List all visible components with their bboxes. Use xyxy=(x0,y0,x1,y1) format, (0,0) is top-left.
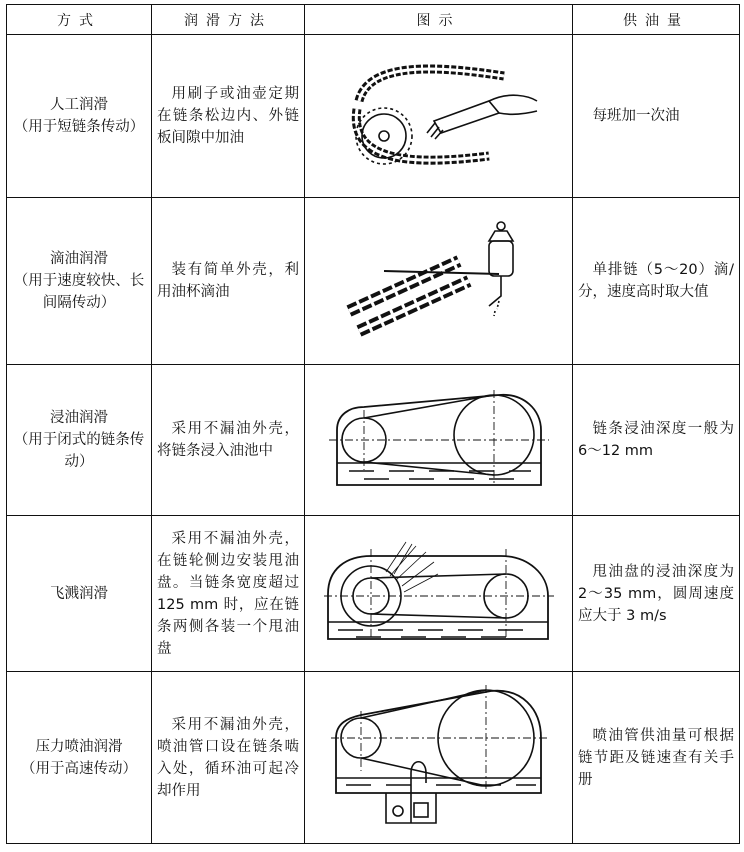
mode-name: 压力喷油润滑 xyxy=(35,738,123,755)
header-figure: 图示 xyxy=(305,5,573,35)
oil-bath-icon xyxy=(319,385,559,495)
pressure-spray-icon xyxy=(326,683,551,833)
mode-name: 滴油润滑 xyxy=(50,251,108,267)
method-cell: 采用不漏油外壳，将链条浸入油池中 xyxy=(152,365,305,516)
mode-note: （用于闭式的链条传动） xyxy=(13,432,145,470)
table-row xyxy=(7,198,740,365)
mode-name: 飞溅润滑 xyxy=(50,585,108,602)
table-row xyxy=(7,672,740,844)
header-supply: 供油量 xyxy=(573,5,740,35)
figure-cell xyxy=(305,35,573,198)
table-row xyxy=(7,516,740,672)
drip-oil-cup-icon xyxy=(339,216,539,346)
supply-cell: 链条浸油深度一般为 6～12 mm xyxy=(573,365,740,516)
mode-name: 人工润滑 xyxy=(50,97,108,113)
mode-cell xyxy=(7,35,152,198)
supply-cell: 喷油管供油量可根据链节距及链速查有关手册 xyxy=(573,672,740,844)
figure-cell xyxy=(305,672,573,844)
mode-cell xyxy=(7,198,152,365)
figure-cell xyxy=(305,365,573,516)
supply-cell: 甩油盘的浸油深度为 2～35 mm，圆周速度应大于 3 m/s xyxy=(573,516,740,672)
supply-cell: 每班加一次油 xyxy=(573,35,740,198)
header-method: 润滑方法 xyxy=(152,5,305,35)
mode-name: 浸油润滑 xyxy=(50,410,108,426)
method-cell: 用刷子或油壶定期在链条松边内、外链板间隙中加油 xyxy=(152,35,305,198)
mode-cell xyxy=(7,672,152,844)
mode-note: （用于速度较快、长间隔传动） xyxy=(13,273,145,311)
lubrication-table xyxy=(6,4,740,844)
table-row xyxy=(7,35,740,198)
mode-cell xyxy=(7,516,152,672)
mode-note: （用于高速传动） xyxy=(21,760,137,777)
method-cell: 装有简单外壳，利用油杯滴油 xyxy=(152,198,305,365)
header-mode: 方式 xyxy=(7,5,152,35)
manual-brush-oiling-icon xyxy=(339,41,539,191)
table-row xyxy=(7,365,740,516)
supply-cell: 单排链（5～20）滴/分，速度高时取大值 xyxy=(573,198,740,365)
figure-cell xyxy=(305,516,573,672)
mode-note: （用于短链条传动） xyxy=(13,119,145,135)
mode-cell xyxy=(7,365,152,516)
method-cell: 采用不漏油外壳，喷油管口设在链条啮入处，循环油可起冷却作用 xyxy=(152,672,305,844)
method-cell: 采用不漏油外壳，在链轮侧边安装甩油盘。当链条宽度超过 125 mm 时，应在链条两侧各装一个甩油盘 xyxy=(152,516,305,672)
splash-disc-icon xyxy=(316,534,561,654)
header-row xyxy=(7,5,740,35)
figure-cell xyxy=(305,198,573,365)
